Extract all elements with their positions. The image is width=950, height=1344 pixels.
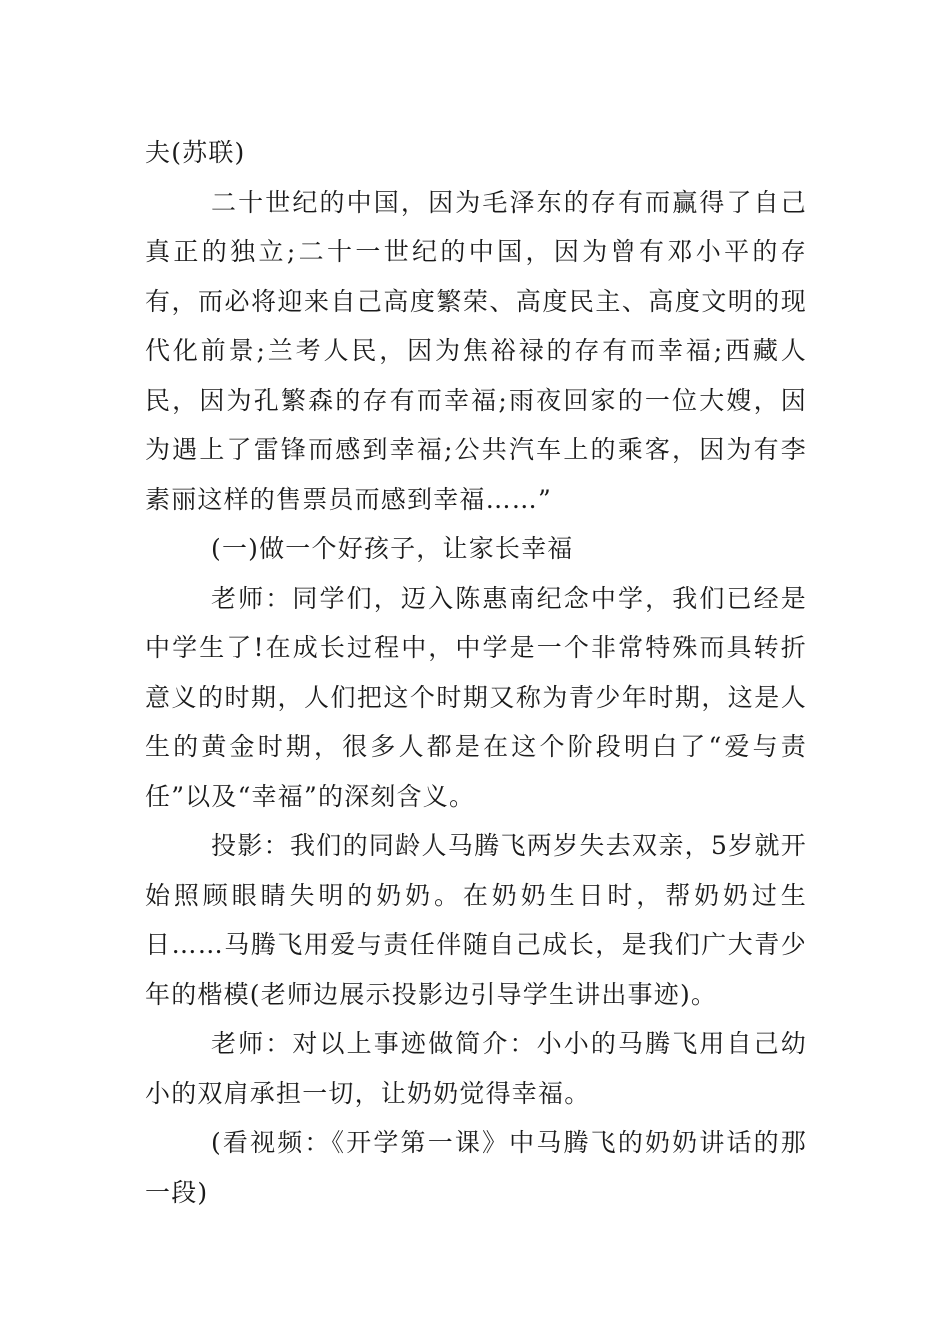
paragraph-continuation: 夫(苏联): [145, 138, 246, 167]
paragraph-projection-ma-tengfei: 投影：我们的同龄人马腾飞两岁失去双亲，5岁就开始照顾眼睛失明的奶奶。在奶奶生日时，帮奶奶过生日……马腾飞用爱与责任伴随自己成长，是我们广大青少年的楷模(老师边展示投影边引导学生讲出事迹)。: [145, 831, 807, 1009]
paragraph-video-note: (看视频：《开学第一课》中马腾飞的奶奶讲话的那一段): [145, 1128, 807, 1207]
section-heading-good-child: (一)做一个好孩子，让家长幸福: [211, 534, 574, 563]
paragraph-teacher-middle-school: 老师：同学们，迈入陈惠南纪念中学，我们已经是中学生了!在成长过程中，中学是一个非常特殊而具转折意义的时期，人们把这个时期又称为青少年时期，这是人生的黄金时期，很多人都是在这个阶段明白了“爱与责任”以及“幸福”的深刻含义。: [145, 583, 807, 811]
paragraph-china-happiness: 二十世纪的中国，因为毛泽东的存有而赢得了自己真正的独立;二十一世纪的中国，因为曾有邓小平的存有，而必将迎来自己高度繁荣、高度民主、高度文明的现代化前景;兰考人民，因为焦裕禄的存有而幸福;西藏人民，因为孔繁森的存有而幸福;雨夜回家的一位大嫂，因为遇上了雷锋而感到幸福;公共汽车上的乘客，因为有李素丽这样的售票员而感到幸福……”: [145, 187, 807, 514]
paragraph-teacher-summary: 老师：对以上事迹做简介：小小的马腾飞用自己幼小的双肩承担一切，让奶奶觉得幸福。: [145, 1029, 807, 1108]
document-body: [145, 128, 807, 1217]
